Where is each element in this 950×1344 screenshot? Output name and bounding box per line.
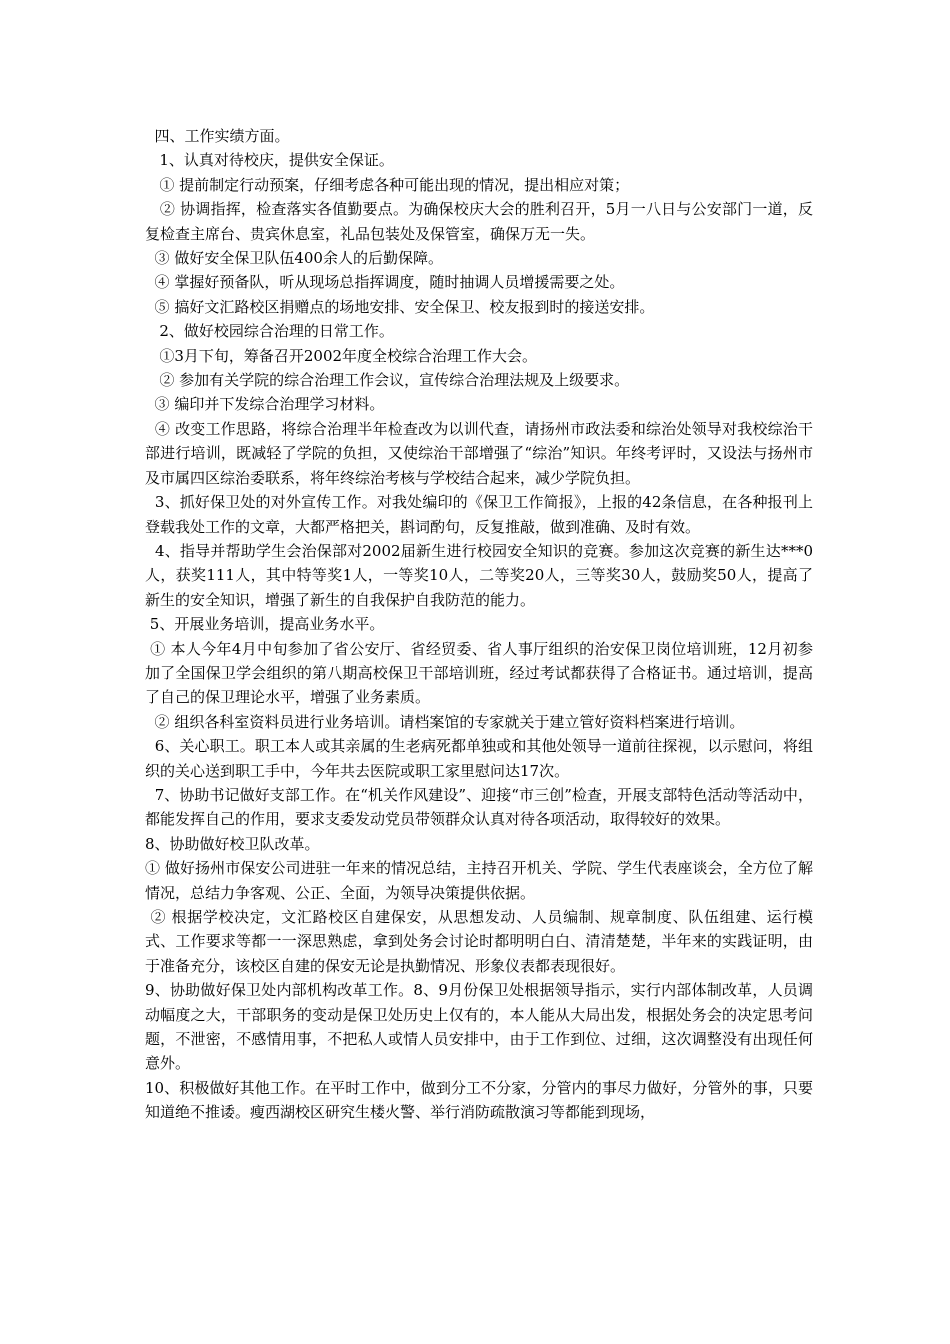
paragraph: ④ 改变工作思路，将综合治理半年检查改为以训代查，请扬州市政法委和综治处领导对我校综治干部进行培训，既减轻了学院的负担，又使综治干部增强了“综治”知识。年终考评时，又设法与扬州市及市属四区综治委联系，将年终综治考核与学校结合起来，减少学院负担。 [145,419,813,487]
paragraph: ① 做好扬州市保安公司进驻一年来的情况总结，主持召开机关、学院、学生代表座谈会，全方位了解情况，总结力争客观、公正、全面，为领导决策提供依据。 [145,859,813,902]
item-heading: 8、协助做好校卫队改革。 [145,834,320,853]
item-heading: 1、认真对待校庆，提供安全保证。 [145,151,394,170]
paragraph: ① 本人今年4月中旬参加了省公安厅、省经贸委、省人事厅组织的治安保卫岗位培训班，12月初参加了全国保卫学会组织的第八期高校保卫干部培训班，经过考试都获得了合格证书。通过培训，提高了自己的保卫理论水平，增强了业务素质。 [145,639,813,707]
item-paragraph: 9、协助做好保卫处内部机构改革工作。8、9月份保卫处根据领导指示，实行内部体制改革，人员调动幅度之大，干部职务的变动是保卫处历史上仅有的，本人能从大局出发，根据处务会的决定思考问题，不泄密，不感情用事，不把私人或情人员安排中，由于工作到位、过细，这次调整没有出现任何意外。 [145,981,813,1073]
paragraph: ② 协调指挥，检查落实各值勤要点。为确保校庆大会的胜利召开，5月一八日与公安部门一道，反复检查主席台、贵宾休息室，礼品包装处及保管室，确保万无一失。 [145,200,813,243]
paragraph: ② 组织各科室资料员进行业务培训。请档案馆的专家就关于建立管好资料档案进行培训。 [145,712,745,731]
item-paragraph: 4、指导并帮助学生会治保部对2002届新生进行校园安全知识的竞赛。参加这次竞赛的新生达***0人，获奖111人，其中特等奖1人，一等奖10人，二等奖20人，三等奖30人，鼓励奖50人，提高了新生的安全知识，增强了新生的自我保护自我防范的能力。 [145,541,813,609]
item-heading: 5、开展业务培训，提高业务水平。 [145,615,385,634]
paragraph: ④ 掌握好预备队，听从现场总指挥调度，随时抽调人员增援需要之处。 [145,273,625,292]
paragraph: ⑤ 搞好文汇路校区捐赠点的场地安排、安全保卫、校友报到时的接送安排。 [145,297,655,316]
item-heading: 2、做好校园综合治理的日常工作。 [145,322,394,341]
item-paragraph: 3、抓好保卫处的对外宣传工作。对我处编印的《保卫工作简报》，上报的42条信息，在各种报刊上登载我处工作的文章，大都严格把关，斟词酌句，反复推敲，做到准确、及时有效。 [145,493,813,536]
document-body [145,124,813,1125]
item-paragraph: 10、积极做好其他工作。在平时工作中，做到分工不分家，分管内的事尽力做好，分管外的事，只要知道绝不推诿。瘦西湖校区研究生楼火警、举行消防疏散演习等都能到现场， [145,1078,813,1122]
paragraph: ①3月下旬，筹备召开2002年度全校综合治理工作大会。 [145,346,538,365]
paragraph: ② 根据学校决定，文汇路校区自建保安，从思想发动、人员编制、规章制度、队伍组建、运行模式、工作要求等都一一深思熟虑，拿到处务会讨论时都明明白白、清清楚楚，半年来的实践证明，由于准备充分，该校区自建的保安无论是执勤情况、形象仪表都表现很好。 [145,908,813,975]
section-heading: 四、工作实绩方面。 [145,127,290,145]
paragraph: ① 提前制定行动预案，仔细考虑各种可能出现的情况，提出相应对策； [145,175,630,194]
item-paragraph: 6、关心职工。职工本人或其亲属的生老病死都单独或和其他处领导一道前往探视，以示慰问，将组织的关心送到职工手中，今年共去医院或职工家里慰问达17次。 [145,737,813,780]
paragraph: ② 参加有关学院的综合治理工作会议，宣传综合治理法规及上级要求。 [145,371,630,390]
paragraph: ③ 编印并下发综合治理学习材料。 [145,395,385,414]
paragraph: ③ 做好安全保卫队伍400余人的后勤保障。 [145,249,443,268]
item-paragraph: 7、协助书记做好支部工作。在“机关作风建设”、迎接“市三创”检查，开展支部特色活动等活动中，都能发挥自己的作用，要求支委发动党员带领群众认真对待各项活动，取得较好的效果。 [145,785,813,829]
